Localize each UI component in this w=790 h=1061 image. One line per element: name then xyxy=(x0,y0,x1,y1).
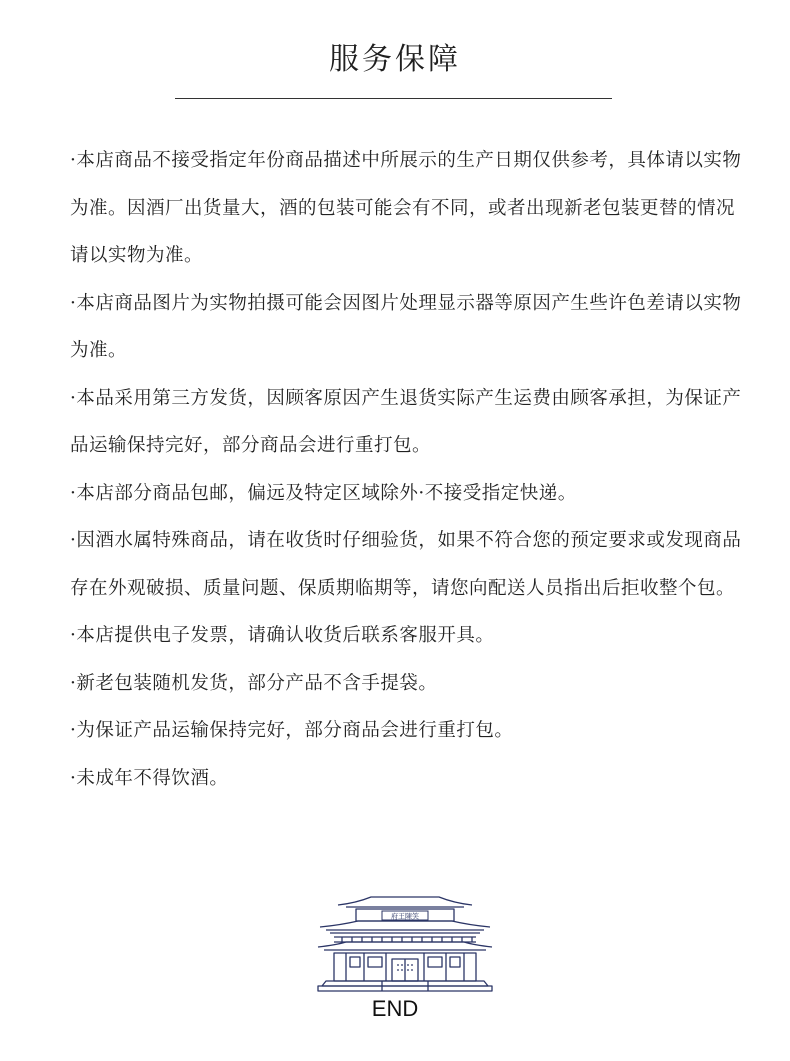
title-divider xyxy=(175,98,612,99)
temple-logo xyxy=(316,893,494,993)
page-title: 服务保障 xyxy=(329,42,461,77)
term-paragraph: ·本店部分商品包邮，偏远及特定区域除外·不接受指定快递。 xyxy=(70,482,577,504)
term-paragraph: ·新老包装随机发货，部分产品不含手提袋。 xyxy=(70,672,438,694)
term-paragraph: ·未成年不得饮酒。 xyxy=(70,767,229,789)
term-paragraph: ·本店提供电子发票，请确认收货后联系客服开具。 xyxy=(70,625,495,646)
service-terms xyxy=(70,137,750,802)
term-paragraph: ·本店商品图片为实物拍摄可能会因图片处理显示器等原因产生些许色差请以实物为准。 xyxy=(70,292,742,361)
svg-text:府王陳笑: 府王陳笑 xyxy=(391,912,419,921)
term-paragraph: ·因酒水属特殊商品，请在收货时仔细验货，如果不符合您的预定要求或发现商品存在外观破损、质量问题、保质期临期等，请您向配送人员指出后拒收整个包。 xyxy=(70,530,742,599)
end-label: END xyxy=(371,996,419,1021)
term-paragraph: ·本品采用第三方发货，因顾客原因产生退货实际产生运费由顾客承担，为保证产品运输保持完好，部分商品会进行重打包。 xyxy=(70,387,742,456)
term-paragraph: ·为保证产品运输保持完好，部分商品会进行重打包。 xyxy=(70,720,514,741)
term-paragraph: ·本店商品不接受指定年份商品描述中所展示的生产日期仅供参考，具体请以实物为准。因酒厂出货量大，酒的包装可能会有不同，或者出现新老包装更替的情况请以实物为准。 xyxy=(70,150,742,266)
